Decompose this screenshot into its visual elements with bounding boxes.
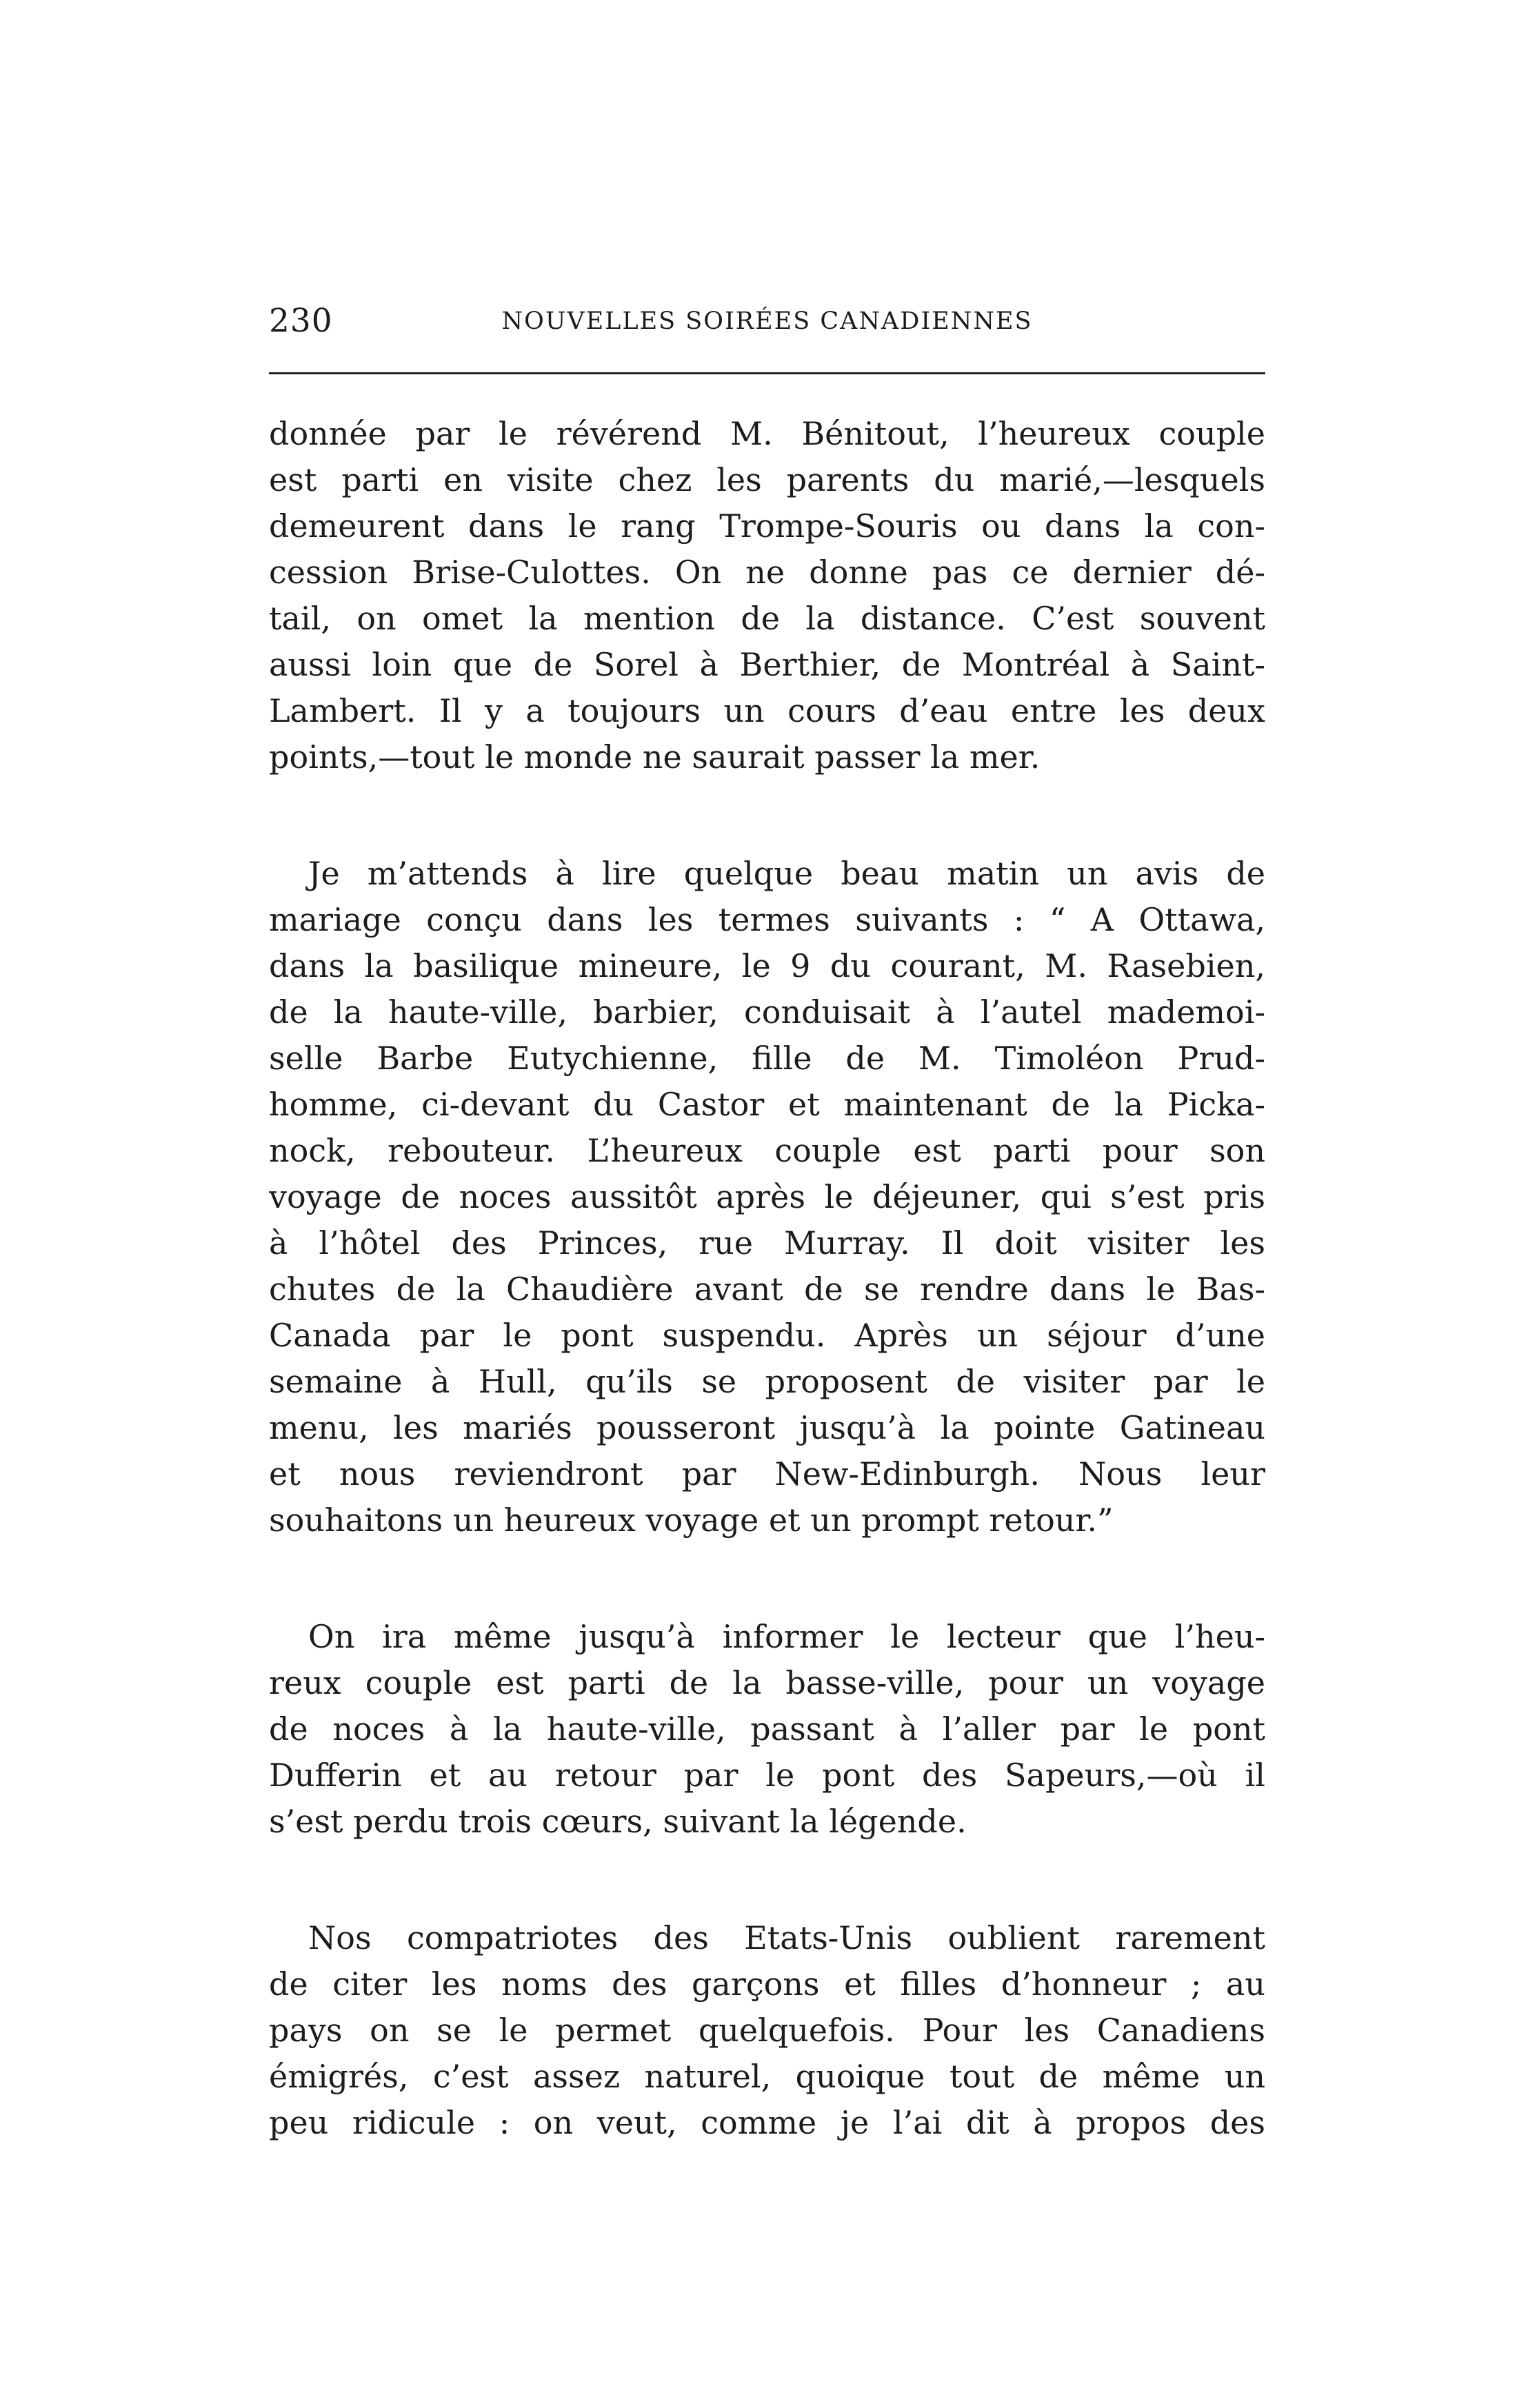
text-line: aussi loin que de Sorel à Berthier, de Montréal à Saint- bbox=[269, 646, 1265, 683]
text-line: tail, on omet la mention de la distance. C’est souvent bbox=[269, 600, 1265, 637]
text-line: nock, rebouteur. L’heureux couple est parti pour son bbox=[269, 1132, 1265, 1169]
paragraph-4 bbox=[269, 1915, 1265, 2146]
text-line: homme, ci-devant du Castor et maintenant de la Picka- bbox=[269, 1086, 1265, 1123]
text-line: à l’hôtel des Princes, rue Murray. Il doit visiter les bbox=[269, 1224, 1265, 1262]
text-line: Lambert. Il y a toujours un cours d’eau entre les deux bbox=[269, 692, 1265, 729]
text-line: donnée par le révérend M. Bénitout, l’heureux couple bbox=[269, 415, 1265, 452]
text-line: Je m’attends à lire quelque beau matin un avis de bbox=[308, 855, 1265, 892]
text-line: peu ridicule : on veut, comme je l’ai dit à propos des bbox=[269, 2104, 1265, 2141]
paragraph-gap bbox=[269, 780, 1265, 851]
text-line: voyage de noces aussitôt après le déjeuner, qui s’est pris bbox=[269, 1178, 1265, 1215]
text-line: de noces à la haute-ville, passant à l’aller par le pont bbox=[269, 1710, 1265, 1748]
text-line: reux couple est parti de la basse-ville, pour un voyage bbox=[269, 1664, 1265, 1701]
paragraph-3 bbox=[269, 1614, 1265, 1845]
text-line: dans la basilique mineure, le 9 du courant, M. Rasebien, bbox=[269, 947, 1265, 984]
text-line: est parti en visite chez les parents du marié,—lesquels bbox=[269, 461, 1265, 498]
text-line: points,—tout le monde ne saurait passer la mer. bbox=[269, 738, 1041, 776]
page-number: 230 bbox=[269, 302, 333, 340]
text-line: demeurent dans le rang Trompe-Souris ou dans la con- bbox=[269, 507, 1265, 545]
text-line: souhaitons un heureux voyage et un prompt retour.” bbox=[269, 1501, 1114, 1539]
text-line: de la haute-ville, barbier, conduisait à l’autel mademoi- bbox=[269, 993, 1265, 1031]
text-line: s’est perdu trois cœurs, suivant la légende. bbox=[269, 1803, 967, 1840]
text-line: selle Barbe Eutychienne, fille de M. Timoléon Prud- bbox=[269, 1040, 1265, 1077]
text-line: chutes de la Chaudière avant de se rendre dans le Bas- bbox=[269, 1271, 1265, 1308]
text-line: cession Brise-Culottes. On ne donne pas ce dernier dé- bbox=[269, 554, 1265, 591]
text-line: de citer les noms des garçons et filles d’honneur ; au bbox=[269, 1965, 1265, 2003]
text-line: mariage conçu dans les termes suivants : “ A Ottawa, bbox=[269, 901, 1265, 938]
paragraph-2 bbox=[269, 851, 1265, 1544]
text-line: Dufferin et au retour par le pont des Sapeurs,—où il bbox=[269, 1757, 1265, 1794]
text-line: pays on se le permet quelquefois. Pour les Canadiens bbox=[269, 2012, 1265, 2049]
text-line: menu, les mariés pousseront jusqu’à la pointe Gatineau bbox=[269, 1409, 1265, 1446]
running-title: NOUVELLES SOIRÉES CANADIENNES bbox=[501, 307, 1033, 335]
paragraph-gap bbox=[269, 1544, 1265, 1614]
text-line: émigrés, c’est assez naturel, quoique tout de même un bbox=[269, 2058, 1265, 2095]
text-line: Canada par le pont suspendu. Après un séjour d’une bbox=[269, 1317, 1265, 1354]
header-rule bbox=[269, 372, 1265, 374]
body-text bbox=[269, 411, 1265, 2146]
paragraph-1 bbox=[269, 411, 1265, 780]
page-header bbox=[269, 302, 1265, 343]
paragraph-gap bbox=[269, 1845, 1265, 1915]
text-line: et nous reviendront par New-Edinburgh. Nous leur bbox=[269, 1455, 1265, 1493]
text-line: Nos compatriotes des Etats-Unis oublient rarement bbox=[308, 1919, 1265, 1956]
text-line: On ira même jusqu’à informer le lecteur que l’heu- bbox=[308, 1618, 1265, 1655]
text-line: semaine à Hull, qu’ils se proposent de visiter par le bbox=[269, 1363, 1265, 1400]
